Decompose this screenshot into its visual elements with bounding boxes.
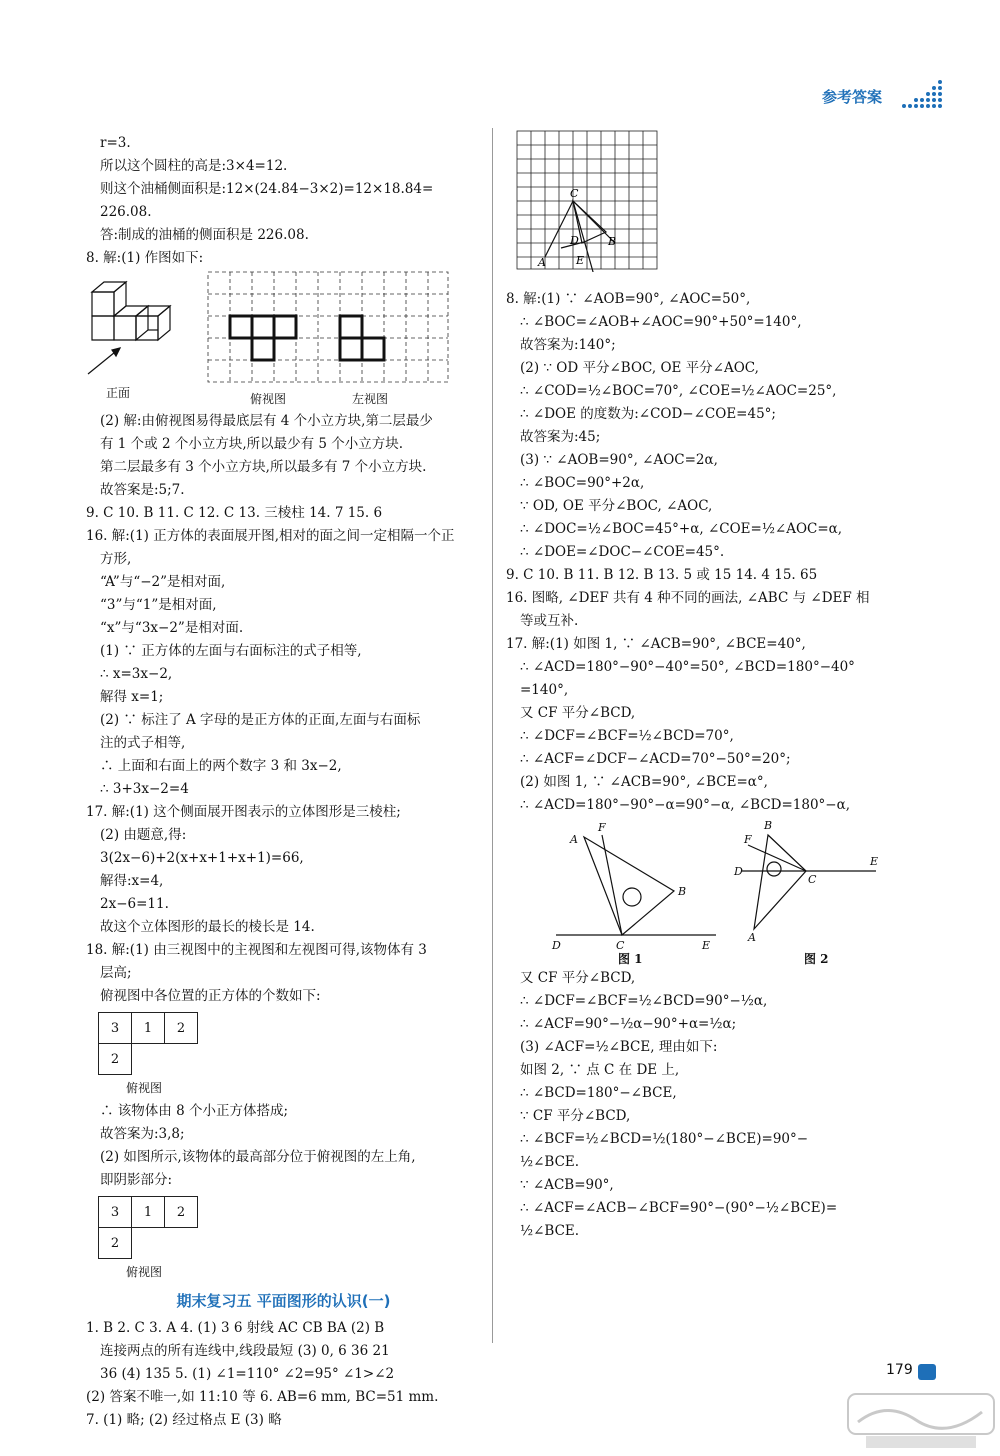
text-line: ∴ ∠ACF=90°−½α−90°+α=½α; bbox=[520, 1016, 737, 1032]
text-line: r=3. bbox=[100, 135, 131, 151]
grid-cell: 2 bbox=[165, 1013, 198, 1044]
text-line: 又 CF 平分∠BCD, bbox=[520, 705, 636, 721]
text-line: 故这个立体图形的最长的棱长是 14. bbox=[100, 919, 315, 935]
text-line: ∴ ∠DOE 的度数为:∠COD−∠COE=45°; bbox=[520, 406, 776, 422]
text-line: 层高; bbox=[100, 965, 132, 981]
text-line: ∵ OD, OE 平分∠BOC, ∠AOC, bbox=[520, 498, 713, 514]
text-line: ∴ ∠ACD=180°−90°−α=90°−α, ∠BCD=180°−α, bbox=[520, 797, 851, 813]
text-line: (1) ∵ 正方体的左面与右面标注的式子相等, bbox=[100, 643, 362, 659]
text-line: 连接两点的所有连线中,线段最短 (3) 0, 6 36 21 bbox=[100, 1343, 390, 1359]
three-view-figure bbox=[86, 270, 481, 410]
text-line: 注的式子相等, bbox=[100, 735, 186, 751]
fig2-label-d: D bbox=[734, 865, 743, 878]
text-line: ∴ ∠ACF=∠DCF−∠ACD=70°−50°=20°; bbox=[520, 751, 791, 767]
grid-cell: 2 bbox=[99, 1228, 132, 1259]
page-header-title: 参考答案 bbox=[822, 88, 883, 106]
column-divider bbox=[492, 128, 493, 1343]
fig1-label-c: C bbox=[616, 939, 625, 952]
text-line: 第二层最多有 3 个小立方块,所以最多有 7 个小立方块. bbox=[100, 459, 427, 475]
watermark-logo bbox=[846, 1392, 996, 1452]
fig1-label-f: F bbox=[598, 821, 606, 834]
grid-cell-empty bbox=[132, 1228, 165, 1259]
point-label-b: B bbox=[608, 235, 617, 248]
fig2-label-a: A bbox=[748, 931, 756, 944]
text-line: ∴ 上面和右面上的两个数字 3 和 3x−2, bbox=[100, 758, 342, 774]
text-line: ∴ 3+3x−2=4 bbox=[100, 781, 189, 797]
grid-caption: 俯视图 bbox=[126, 1081, 163, 1095]
text-line: ∴ ∠COD=½∠BOC=70°, ∠COE=½∠AOC=25°, bbox=[520, 383, 837, 399]
grid-cell: 3 bbox=[99, 1197, 132, 1228]
grid-cell-empty bbox=[165, 1044, 198, 1075]
text-line: ∵ ∠ACB=90°, bbox=[520, 1177, 614, 1193]
text-line: ∴ ∠BOC=90°+2α, bbox=[520, 475, 645, 491]
text-line: ∴ 该物体由 8 个小正方体搭成; bbox=[100, 1103, 289, 1119]
header-dots-decoration bbox=[900, 80, 944, 112]
text-line: (2) 如图所示,该物体的最高部分位于俯视图的左上角, bbox=[100, 1149, 416, 1165]
fig2-caption: 图 2 bbox=[804, 952, 829, 966]
point-label-e: E bbox=[576, 254, 585, 267]
text-line: =140°, bbox=[520, 682, 569, 698]
grid-cell: 3 bbox=[99, 1013, 132, 1044]
text-line: 又 CF 平分∠BCD, bbox=[520, 970, 636, 986]
triangle-figures bbox=[506, 817, 916, 967]
text-line: 3(2x−6)+2(x+x+1+x+1)=66, bbox=[100, 850, 304, 866]
section-title: 期末复习五 平面图形的认识(一) bbox=[176, 1292, 391, 1310]
fig1-label-b: B bbox=[678, 885, 687, 898]
fig1-label-e: E bbox=[702, 939, 711, 952]
text-line: ½∠BCE. bbox=[520, 1223, 580, 1239]
point-label-d: D bbox=[570, 234, 579, 247]
text-line: 17. 解:(1) 这个侧面展开图表示的立体图形是三棱柱; bbox=[86, 804, 401, 820]
text-line: 所以这个圆柱的高是:3×4=12. bbox=[100, 158, 288, 174]
page-tab-decoration bbox=[918, 1364, 936, 1380]
text-line: 如图 2, ∵ 点 C 在 DE 上, bbox=[520, 1062, 680, 1078]
text-line: “A”与“−2”是相对面, bbox=[100, 574, 226, 590]
text-line: 8. 解:(1) ∵ ∠AOB=90°, ∠AOC=50°, bbox=[506, 291, 751, 307]
text-line: “3”与“1”是相对面, bbox=[100, 597, 217, 613]
top-view-count-grid bbox=[98, 1012, 198, 1075]
text-line: (2) 答案不唯一,如 11:10 等 6. AB=6 mm, BC=51 mm. bbox=[86, 1389, 439, 1405]
point-label-c: C bbox=[570, 187, 579, 200]
page-number: 179 bbox=[886, 1362, 913, 1378]
text-line: 16. 图略, ∠DEF 共有 4 种不同的画法, ∠ABC 与 ∠DEF 相 bbox=[506, 590, 870, 606]
text-line: 故答案为:45; bbox=[520, 429, 601, 445]
top-view-label: 俯视图 bbox=[250, 392, 287, 406]
grid-cell: 1 bbox=[132, 1197, 165, 1228]
text-line: ∴ x=3x−2, bbox=[100, 666, 173, 682]
text-line: (2) 解:由俯视图易得最底层有 4 个小立方块,第二层最少 bbox=[100, 413, 433, 429]
text-line: ∴ ∠DOC=½∠BOC=45°+α, ∠COE=½∠AOC=α, bbox=[520, 521, 843, 537]
grid-caption: 俯视图 bbox=[126, 1265, 163, 1279]
text-line: 18. 解:(1) 由三视图中的主视图和左视图可得,该物体有 3 bbox=[86, 942, 427, 958]
text-line: 7. (1) 略; (2) 经过格点 E (3) 略 bbox=[86, 1412, 282, 1428]
fig1-label-a: A bbox=[570, 833, 578, 846]
text-line: 16. 解:(1) 正方体的表面展开图,相对的面之间一定相隔一个正 bbox=[86, 528, 455, 544]
text-line: 1. B 2. C 3. A 4. (1) 3 6 射线 AC CB BA (2) B bbox=[86, 1320, 385, 1336]
text-line: 方形, bbox=[100, 551, 132, 567]
point-label-a: A bbox=[538, 256, 546, 269]
text-line: 故答案是:5;7. bbox=[100, 482, 185, 498]
text-line: ∴ ∠ACD=180°−90°−40°=50°, ∠BCD=180°−40° bbox=[520, 659, 855, 675]
text-line: 则这个油桶侧面积是:12×(24.84−3×2)=12×18.84= bbox=[100, 181, 434, 197]
text-line: (2) 如图 1, ∵ ∠ACB=90°, ∠BCE=α°, bbox=[520, 774, 768, 790]
text-line: ½∠BCE. bbox=[520, 1154, 580, 1170]
text-line: 17. 解:(1) 如图 1, ∵ ∠ACB=90°, ∠BCE=40°, bbox=[506, 636, 806, 652]
text-line: ∴ ∠DOE=∠DOC−∠COE=45°. bbox=[520, 544, 725, 560]
grid-cell-empty bbox=[132, 1044, 165, 1075]
top-view-shaded-grid bbox=[98, 1196, 198, 1259]
text-line: 即阴影部分: bbox=[100, 1172, 173, 1188]
front-view-label: 正面 bbox=[106, 386, 131, 400]
text-line: ∴ ∠BOC=∠AOB+∠AOC=90°+50°=140°, bbox=[520, 314, 802, 330]
grid-cell-empty bbox=[165, 1228, 198, 1259]
text-line: 有 1 个或 2 个小立方块,所以最少有 5 个小立方块. bbox=[100, 436, 404, 452]
grid-cell: 2 bbox=[165, 1197, 198, 1228]
fig2-label-b: B bbox=[764, 819, 773, 832]
fig2-label-e: E bbox=[870, 855, 879, 868]
text-line: (3) ∵ ∠AOB=90°, ∠AOC=2α, bbox=[520, 452, 718, 468]
grid-cell: 2 bbox=[99, 1044, 132, 1075]
grid-cell: 1 bbox=[132, 1013, 165, 1044]
question-8-heading: 8. 解:(1) 作图如下: bbox=[86, 250, 204, 266]
text-line: ∴ ∠DCF=∠BCF=½∠BCD=70°, bbox=[520, 728, 734, 744]
fig1-caption: 图 1 bbox=[618, 952, 643, 966]
text-line: (2) ∵ OD 平分∠BOC, OE 平分∠AOC, bbox=[520, 360, 759, 376]
fig1-label-d: D bbox=[552, 939, 561, 952]
text-line: (2) ∵ 标注了 A 字母的是正方体的正面,左面与右面标 bbox=[100, 712, 421, 728]
text-line: 36 (4) 135 5. (1) ∠1=110° ∠2=95° ∠1>∠2 bbox=[100, 1366, 395, 1382]
answers-9-15: 9. C 10. B 11. B 12. B 13. 5 或 15 14. 4 15. 65 bbox=[506, 567, 818, 583]
text-line: 俯视图中各位置的正方体的个数如下: bbox=[100, 988, 321, 1004]
text-line: 等或互补. bbox=[520, 613, 579, 629]
right-column bbox=[506, 288, 916, 1243]
text-line: 226.08. bbox=[100, 204, 152, 220]
text-line: ∴ ∠BCD=180°−∠BCE, bbox=[520, 1085, 677, 1101]
text-line: “x”与“3x−2”是相对面. bbox=[100, 620, 244, 636]
fig2-label-c: C bbox=[808, 873, 817, 886]
text-line: (2) 由题意,得: bbox=[100, 827, 187, 843]
text-line: ∵ CF 平分∠BCD, bbox=[520, 1108, 631, 1124]
text-line: (3) ∠ACF=½∠BCE, 理由如下: bbox=[520, 1039, 718, 1055]
fig2-label-f: F bbox=[744, 833, 752, 846]
text-line: 2x−6=11. bbox=[100, 896, 169, 912]
text-line: 解得:x=4, bbox=[100, 873, 164, 889]
triangle-figures-drawing bbox=[506, 817, 906, 967]
text-line: 故答案为:3,8; bbox=[100, 1126, 185, 1142]
text-line: 解得 x=1; bbox=[100, 689, 164, 705]
text-line: 答:制成的油桶的侧面积是 226.08. bbox=[100, 227, 309, 243]
text-line: ∴ ∠BCF=½∠BCD=½(180°−∠BCE)=90°− bbox=[520, 1131, 809, 1147]
text-line: ∴ ∠DCF=∠BCF=½∠BCD=90°−½α, bbox=[520, 993, 768, 1009]
left-view-label: 左视图 bbox=[352, 392, 389, 406]
answers-9-15: 9. C 10. B 11. C 12. C 13. 三棱柱 14. 7 15. 6 bbox=[86, 505, 383, 521]
grid-angle-figure bbox=[516, 130, 662, 272]
text-line: 故答案为:140°; bbox=[520, 337, 616, 353]
left-column bbox=[86, 132, 481, 1432]
text-line: ∴ ∠ACF=∠ACB−∠BCF=90°−(90°−½∠BCE)= bbox=[520, 1200, 838, 1216]
